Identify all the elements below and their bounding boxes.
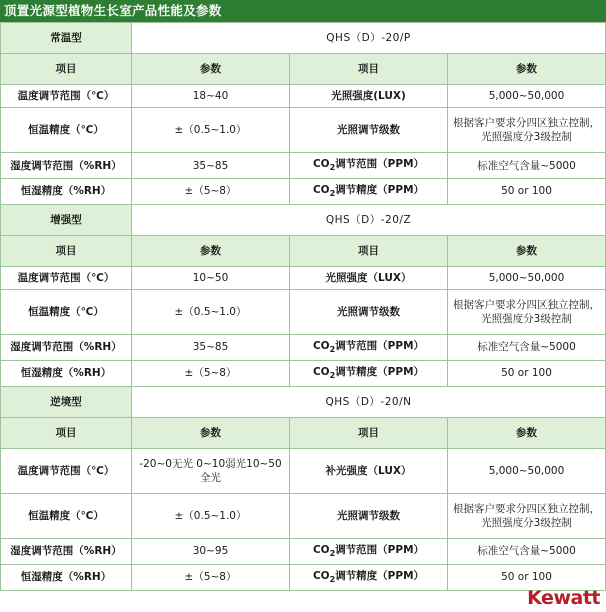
row-value-right: 50 or 100 [448, 564, 606, 590]
row-label-left: 恒湿精度（%RH） [1, 179, 132, 205]
row-value-left: 18~40 [132, 85, 290, 108]
model-code: QHS（D）-20/N [132, 386, 606, 417]
table-row [1, 361, 606, 387]
table-row [1, 266, 606, 289]
row-label-right: $CO_2$调节范围（PPM） [290, 335, 448, 361]
column-header-param: 参数 [132, 235, 290, 266]
section-header-row [1, 204, 606, 235]
row-value-left: ±（5~8） [132, 179, 290, 205]
table-row [1, 448, 606, 493]
row-label-left: 恒温精度（℃） [1, 290, 132, 335]
row-value-right: 根据客户要求分四区独立控制，光照强度分3级控制 [448, 493, 606, 538]
row-label-right: 光照调节级数 [290, 493, 448, 538]
table-row [1, 153, 606, 179]
table-row [1, 335, 606, 361]
row-label-left: 恒温精度（℃） [1, 493, 132, 538]
row-label-right: $CO_2$调节范围（PPM） [290, 153, 448, 179]
column-header-item: 项目 [1, 417, 132, 448]
column-header-param: 参数 [132, 417, 290, 448]
table-row [1, 564, 606, 590]
row-label-left: 温度调节范围（℃） [1, 85, 132, 108]
specifications-table [0, 22, 606, 591]
row-value-left: 10~50 [132, 266, 290, 289]
model-code: QHS（D）-20/Z [132, 204, 606, 235]
table-row [1, 179, 606, 205]
row-label-right: $CO_2$调节精度（PPM） [290, 361, 448, 387]
model-type-label: 逆境型 [1, 386, 132, 417]
row-label-right: 光照调节级数 [290, 290, 448, 335]
row-value-right: 50 or 100 [448, 361, 606, 387]
column-header-item: 项目 [1, 235, 132, 266]
section-header-row [1, 386, 606, 417]
section-header-row [1, 23, 606, 54]
row-label-left: 温度调节范围（℃） [1, 448, 132, 493]
column-header-param: 参数 [448, 54, 606, 85]
row-label-right: $CO_2$调节精度（PPM） [290, 564, 448, 590]
table-row [1, 493, 606, 538]
row-label-left: 湿度调节范围（%RH） [1, 153, 132, 179]
column-header-item: 项目 [1, 54, 132, 85]
row-value-right: 标准空气含量~5000 [448, 538, 606, 564]
row-value-right: 5,000~50,000 [448, 266, 606, 289]
row-label-left: 恒湿精度（%RH） [1, 361, 132, 387]
row-value-right: 根据客户要求分四区独立控制，光照强度分3级控制 [448, 108, 606, 153]
table-row [1, 290, 606, 335]
model-type-label: 增强型 [1, 204, 132, 235]
row-label-left: 温度调节范围（℃） [1, 266, 132, 289]
column-header-row [1, 54, 606, 85]
row-value-right: 5,000~50,000 [448, 448, 606, 493]
column-header-item: 项目 [290, 54, 448, 85]
row-value-left: ±（0.5~1.0） [132, 108, 290, 153]
row-label-left: 恒湿精度（%RH） [1, 564, 132, 590]
table-row [1, 538, 606, 564]
table-row [1, 108, 606, 153]
row-value-right: 根据客户要求分四区独立控制，光照强度分3级控制 [448, 290, 606, 335]
row-value-left: -20~0无光 0~10弱光10~50全光 [132, 448, 290, 493]
row-value-left: ±（5~8） [132, 361, 290, 387]
row-label-right: 光照调节级数 [290, 108, 448, 153]
row-label-right: 光照强度（LUX） [290, 266, 448, 289]
row-value-left: ±（0.5~1.0） [132, 290, 290, 335]
model-type-label: 常温型 [1, 23, 132, 54]
row-value-right: 50 or 100 [448, 179, 606, 205]
column-header-item: 项目 [290, 417, 448, 448]
row-value-left: ±（0.5~1.0） [132, 493, 290, 538]
row-label-left: 湿度调节范围（%RH） [1, 538, 132, 564]
row-value-left: 35~85 [132, 335, 290, 361]
table-row [1, 85, 606, 108]
row-label-right: 补光强度（LUX） [290, 448, 448, 493]
column-header-param: 参数 [132, 54, 290, 85]
column-header-row [1, 417, 606, 448]
model-code: QHS（D）-20/P [132, 23, 606, 54]
column-header-param: 参数 [448, 417, 606, 448]
page-title: 顶置光源型植物生长室产品性能及参数 [0, 0, 606, 22]
brand-logo: Kewatt [527, 587, 600, 609]
row-label-left: 恒温精度（℃） [1, 108, 132, 153]
row-value-left: 35~85 [132, 153, 290, 179]
row-label-right: 光照强度(LUX) [290, 85, 448, 108]
row-label-left: 湿度调节范围（%RH） [1, 335, 132, 361]
row-value-right: 标准空气含量~5000 [448, 335, 606, 361]
row-label-right: $CO_2$调节范围（PPM） [290, 538, 448, 564]
column-header-param: 参数 [448, 235, 606, 266]
column-header-row [1, 235, 606, 266]
row-value-right: 标准空气含量~5000 [448, 153, 606, 179]
row-value-left: ±（5~8） [132, 564, 290, 590]
table-body [1, 23, 606, 591]
row-label-right: $CO_2$调节精度（PPM） [290, 179, 448, 205]
row-value-right: 5,000~50,000 [448, 85, 606, 108]
column-header-item: 项目 [290, 235, 448, 266]
row-value-left: 30~95 [132, 538, 290, 564]
